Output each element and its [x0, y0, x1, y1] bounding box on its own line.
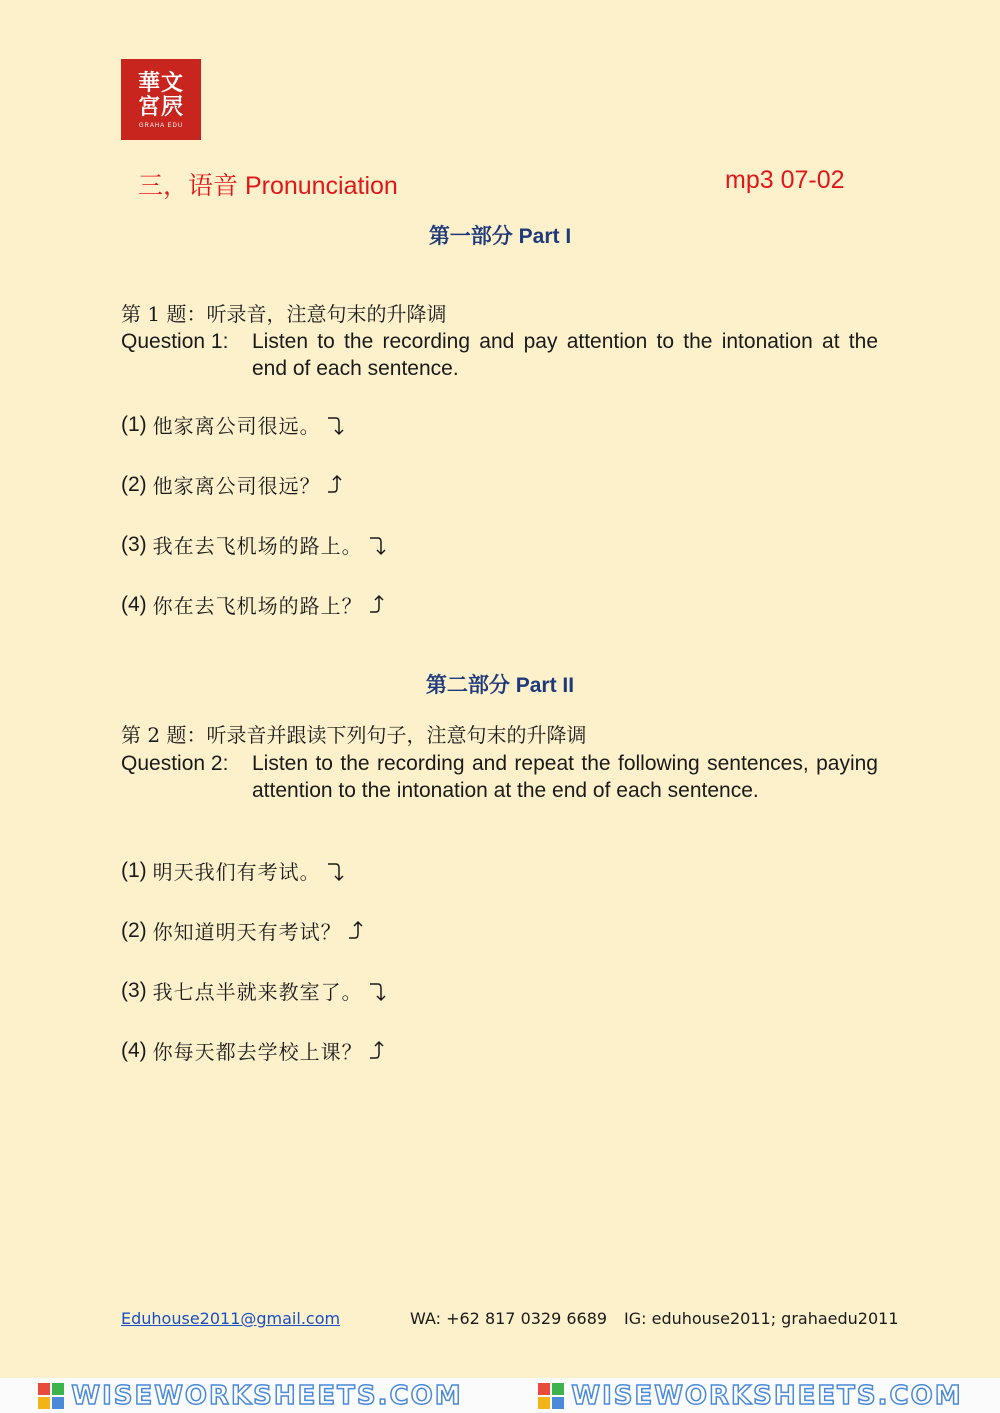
question2-instructions: Listen to the recording and repeat the following sentences, paying attention to the intonation at the end of each sentence. — [252, 752, 878, 802]
item-sentence: 我在去飞机场的路上。 — [152, 534, 363, 558]
part1-item — [121, 410, 347, 439]
item-sentence: 我七点半就来教室了。 — [152, 980, 363, 1004]
audio-track-label: mp3 07-02 — [725, 166, 845, 194]
item-sentence: 你在去飞机场的路上？ — [152, 594, 363, 618]
question2-en — [121, 750, 878, 804]
falling-arrow-icon — [325, 858, 347, 884]
part1-title: 第一部分 Part I — [428, 225, 572, 248]
watermark-text: WISEWORKSHEETS.COM — [71, 1380, 463, 1411]
logo-text: GRAHA EDU — [138, 122, 184, 129]
part2-item — [121, 976, 389, 1005]
item-sentence: 他家离公司很远。 — [152, 414, 321, 438]
footer-email-link[interactable]: Eduhouse2011@gmail.com — [121, 1309, 341, 1328]
falling-arrow-icon — [367, 532, 389, 558]
item-number: (1) — [121, 858, 147, 882]
rising-arrow-icon — [325, 472, 347, 498]
wiseworksheets-logo-icon — [37, 1382, 65, 1410]
item-number: (3) — [121, 978, 147, 1002]
watermark-unit — [37, 1381, 462, 1411]
falling-arrow-icon — [367, 978, 389, 1004]
question1-label: Question 1: — [121, 330, 229, 353]
part2-item — [121, 916, 368, 945]
footer-whatsapp: WA: +62 817 0329 6689 — [410, 1309, 608, 1328]
item-sentence: 你每天都去学校上课？ — [152, 1040, 363, 1064]
question2-label: Question 2: — [121, 752, 229, 775]
question2-zh: 第 2 题：听录音并跟读下列句子，注意句末的升降调 — [121, 723, 587, 747]
part2-item — [121, 856, 347, 885]
item-number: (1) — [121, 412, 147, 436]
logo-mark: 華文 宮屄 — [137, 69, 184, 120]
item-number: (3) — [121, 532, 147, 556]
watermark-unit — [537, 1381, 962, 1411]
item-number: (2) — [121, 472, 147, 496]
question1-zh: 第 1 题：听录音，注意句末的升降调 — [121, 302, 447, 326]
item-sentence: 明天我们有考试。 — [152, 860, 321, 884]
footer-instagram: IG: eduhouse2011; grahaedu2011 — [624, 1309, 899, 1328]
item-sentence: 他家离公司很远？ — [152, 474, 321, 498]
item-number: (4) — [121, 1038, 147, 1062]
rising-arrow-icon — [367, 592, 389, 618]
watermark-text: WISEWORKSHEETS.COM — [571, 1380, 963, 1411]
rising-arrow-icon — [367, 1038, 389, 1064]
part1-item — [121, 590, 389, 619]
part1-item — [121, 470, 347, 499]
part1-item — [121, 530, 389, 559]
question1-instructions: Listen to the recording and pay attention to the intonation at the end of each sentence. — [252, 330, 878, 380]
item-number: (2) — [121, 918, 147, 942]
watermark-banner — [0, 1378, 1000, 1413]
question1-en — [121, 328, 878, 382]
graha-edu-logo — [121, 59, 201, 140]
wiseworksheets-logo-icon — [537, 1382, 565, 1410]
rising-arrow-icon — [346, 918, 368, 944]
item-sentence: 你知道明天有考试？ — [152, 920, 342, 944]
part2-title: 第二部分 Part II — [425, 674, 575, 697]
falling-arrow-icon — [325, 412, 347, 438]
section-title: 三，语音 Pronunciation — [138, 172, 398, 200]
part2-item — [121, 1036, 389, 1065]
item-number: (4) — [121, 592, 147, 616]
